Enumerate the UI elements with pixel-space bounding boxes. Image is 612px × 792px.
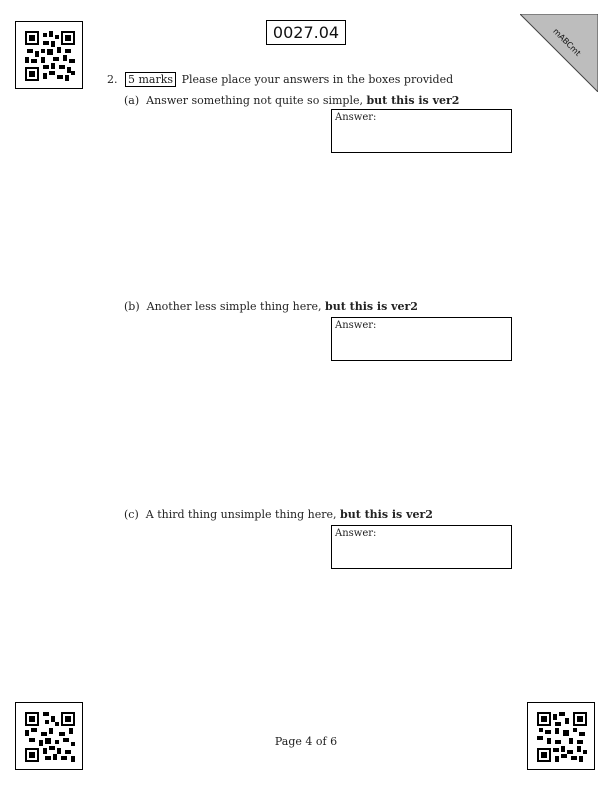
- question-part-c: [124, 507, 433, 523]
- corner-tab: [520, 14, 598, 92]
- part-text: Answer something not quite so simple,: [146, 94, 363, 107]
- part-bold-text: but this is ver2: [325, 300, 418, 313]
- part-bold-text: but this is ver2: [340, 508, 433, 521]
- marks-badge: 5 marks: [125, 72, 176, 87]
- qr-code-top-left: [15, 21, 83, 89]
- corner-tab-icon: [520, 14, 598, 92]
- corner-tab-label: mABCmt: [551, 26, 583, 58]
- question-header: [107, 72, 453, 88]
- answer-label: Answer:: [335, 320, 377, 331]
- question-instruction: Please place your answers in the boxes provided: [181, 73, 454, 86]
- part-bold-text: but this is ver2: [366, 94, 460, 107]
- part-text: Another less simple thing here,: [146, 300, 322, 313]
- question-number: 2.: [107, 73, 118, 86]
- answer-box-c[interactable]: [331, 525, 512, 569]
- part-label: (c): [124, 508, 139, 521]
- part-label: (b): [124, 300, 140, 313]
- page-code: 0027.04: [266, 20, 346, 45]
- part-label: (a): [124, 94, 140, 107]
- answer-label: Answer:: [335, 112, 377, 123]
- part-text: A third thing unsimple thing here,: [145, 508, 337, 521]
- question-part-b: [124, 299, 418, 315]
- answer-label: Answer:: [335, 528, 377, 539]
- qr-code-icon: [25, 31, 75, 81]
- answer-box-b[interactable]: [331, 317, 512, 361]
- question-part-a: [124, 93, 459, 109]
- answer-box-a[interactable]: [331, 109, 512, 153]
- page-number: Page 4 of 6: [274, 735, 338, 748]
